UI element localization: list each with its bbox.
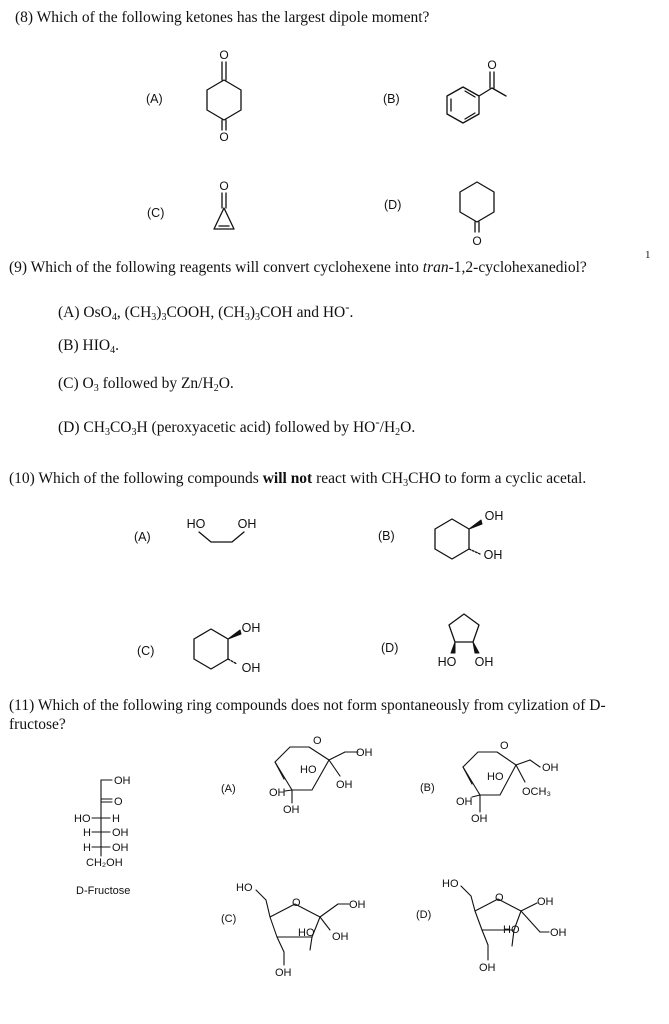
q11-b-oh-left: OH: [456, 796, 473, 808]
q11-a-ring-o: O: [313, 735, 322, 747]
fructose-c1-oh: OH: [114, 775, 131, 787]
q11-option-b-label: (B): [420, 782, 435, 794]
q8-d-cyclohexanone: [460, 182, 494, 248]
q8-a-oxygen-bottom: O: [219, 130, 229, 144]
q9-margin-mark: 1: [645, 249, 651, 261]
q11-d-furanose: [442, 878, 567, 974]
q10-option-b-label: (B): [378, 529, 395, 543]
q11-c-oh-bottom: OH: [275, 967, 292, 979]
q10-d-ho: HO: [437, 655, 457, 669]
q8-question: (8) Which of the following ketones has the largest dipole moment?: [15, 9, 430, 26]
q10-a-oh: OH: [237, 517, 257, 531]
fructose-c4-h: H: [83, 827, 91, 839]
q9-question: (9) Which of the following reagents will convert cyclohexene into tran-1,2-cyclohexanediol?: [9, 259, 587, 276]
q10-question: (10) Which of the following compounds will not react with $CH_3CHO$ to form a cyclic acetal.: [9, 470, 587, 489]
q8-a-oxygen-top: O: [219, 48, 229, 62]
q8-a-cyclohexanedione: [207, 48, 241, 144]
q11-question-line1: (11) Which of the following ring compounds does not form spontaneously from cylization of D-: [9, 697, 606, 714]
q11-c-ho-top: HO: [236, 882, 253, 894]
q9-option-c: (C) $O_3$ followed by $Zn/H_2O$.: [58, 375, 234, 394]
q10-b-cyclohexanediol: [435, 509, 503, 562]
q11-c-ring-o: O: [292, 897, 301, 909]
q11-b-och3: OCH₃: [522, 786, 551, 798]
q11-a-pyranose: [269, 735, 373, 816]
q10-option-c-label: (C): [137, 644, 155, 658]
q10-b-oh-bottom: OH: [483, 548, 503, 562]
q11-a-ho: HO: [300, 764, 317, 776]
q10-d-cyclopentanediol: [438, 614, 494, 669]
fructose-c2-o: O: [114, 796, 123, 808]
fructose-c3-ho: HO: [74, 813, 91, 825]
q10-option-d-label: (D): [381, 641, 399, 655]
q11-d-ring-o: O: [495, 892, 504, 904]
fructose-c4-oh: OH: [112, 827, 129, 839]
q10-d-oh: OH: [474, 655, 494, 669]
q10-a-ho: HO: [186, 517, 206, 531]
q11-d-oh-right: OH: [537, 896, 554, 908]
q11-a-ch2oh-oh: OH: [356, 747, 373, 759]
q8-c-oxygen: O: [219, 179, 229, 193]
q8-option-c-label: (C): [147, 206, 165, 220]
q11-b-ho: HO: [487, 771, 504, 783]
q8-option-a-label: (A): [146, 92, 163, 106]
q11-a-oh-left: OH: [269, 787, 286, 799]
q11-b-oh-bottom: OH: [471, 813, 488, 825]
q10-b-oh-top: OH: [484, 509, 504, 523]
q11-a-anomeric-oh: OH: [336, 779, 353, 791]
q11-c-furanose: [236, 882, 366, 979]
q11-d-ho-top: HO: [442, 878, 459, 890]
q11-option-c-label: (C): [221, 913, 237, 925]
q10-c-oh-bottom: OH: [241, 661, 261, 675]
q11-b-ch2oh-oh: OH: [542, 762, 559, 774]
q9-option-a: (A) OsO$_4$, $(CH_3)_3COOH$, $(CH_3)_3COH$ and HO-.: [58, 299, 354, 324]
q11-c-oh: OH: [332, 931, 349, 943]
q10-c-oh-top: OH: [241, 621, 261, 635]
q9-option-d: (D) $CH_3CO_3H$ (peroxyacetic acid) followed by $HO^-/H_2O$.: [58, 414, 416, 439]
q8-b-oxygen: O: [487, 58, 497, 72]
q11-c-ho: HO: [298, 927, 315, 939]
q8-b-acetophenone: [447, 58, 506, 123]
q11-a-oh-bottom: OH: [283, 804, 300, 816]
q8-c-cyclopropenone: [214, 179, 234, 229]
q11-b-methyl-pyranoside: [456, 740, 559, 825]
q8-d-oxygen: O: [472, 234, 482, 248]
fructose-fischer-projection: [74, 775, 131, 869]
q11-d-ch2oh-oh: OH: [550, 927, 567, 939]
q10-c-cyclohexanediol: [194, 621, 260, 675]
fructose-c5-oh: OH: [112, 842, 129, 854]
q11-question-line2: fructose?: [9, 716, 66, 733]
q11-option-d-label: (D): [416, 909, 432, 921]
q9-option-b: (B) $HIO_4$.: [58, 337, 119, 356]
fructose-c3-h: H: [112, 813, 120, 825]
d-fructose-label: D-Fructose: [76, 885, 131, 897]
q11-d-ho: HO: [503, 924, 520, 936]
q11-option-a-label: (A): [221, 783, 236, 795]
fructose-c5-h: H: [83, 842, 91, 854]
q8-option-d-label: (D): [384, 198, 402, 212]
q10-option-a-label: (A): [134, 530, 151, 544]
q11-c-ch2oh-oh: OH: [349, 899, 366, 911]
q10-a-ethylene-glycol: [187, 517, 257, 542]
q11-d-oh-bottom: OH: [479, 962, 496, 974]
q8-option-b-label: (B): [383, 92, 400, 106]
fructose-c6-ch2oh: CH₂OH: [86, 857, 123, 869]
q11-b-ring-o: O: [500, 740, 509, 752]
